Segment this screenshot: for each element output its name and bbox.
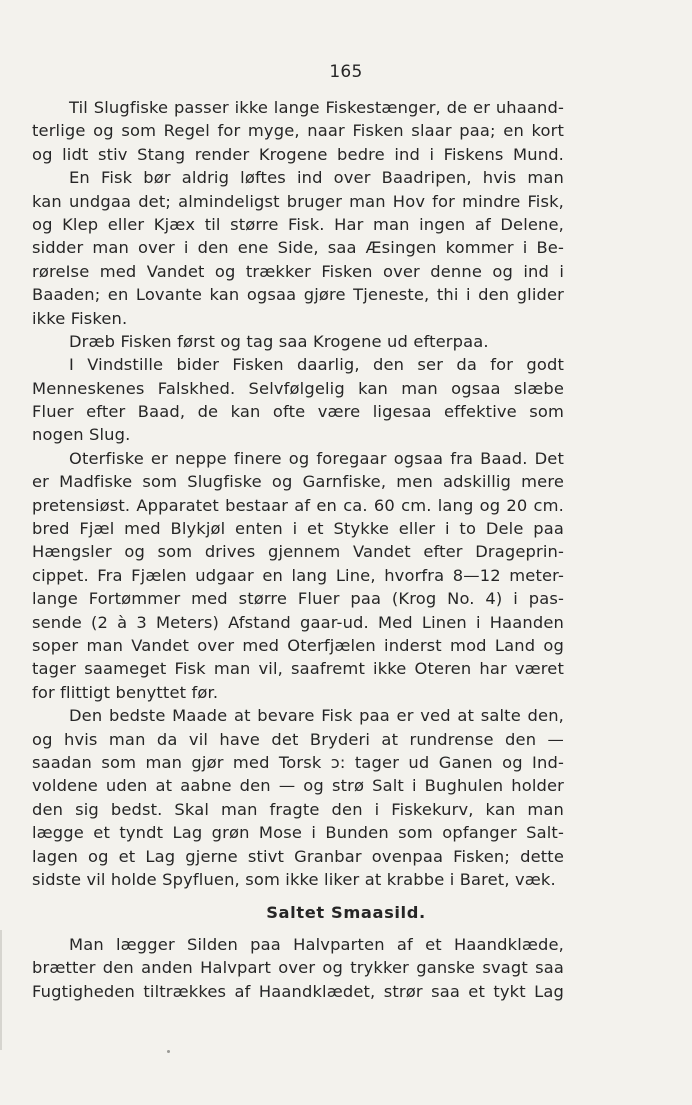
text-line: Dræb Fisken først og tag saa Krogene ud efterpaa. <box>69 331 489 351</box>
text-line: sidste vil holde Spyfluen, som ikke liker at krabbe i Baret, væk. <box>32 869 556 889</box>
text-line: I Vindstille bider Fisken daarlig, den ser da for godt <box>69 355 564 375</box>
text-line: Fugtigheden tiltrækkes af Haandklædet, strør saa et tykt Lag <box>32 981 564 1001</box>
text-line: Hængsler og som drives gjennem Vandet efter Drageprin- <box>32 542 564 562</box>
text-line: er Madfiske som Slugfiske og Garnfiske, men adskillig mere <box>32 472 564 492</box>
text-line: bred Fjæl med Blykjøl enten i et Stykke eller i to Dele paa <box>32 519 564 539</box>
text-line: og lidt stiv Stang render Krogene bedre ind i Fiskens Mund. <box>32 144 564 164</box>
text-line: ikke Fisken. <box>32 308 128 328</box>
paper-speck <box>167 1050 170 1053</box>
text-line: En Fisk bør aldrig løftes ind over Baadripen, hvis man <box>69 168 564 188</box>
text-line: Oterfiske er neppe finere og foregaar ogsaa fra Baad. Det <box>69 448 564 468</box>
text-line: kan undgaa det; almindeligst bruger man Hov for mindre Fisk, <box>32 191 564 211</box>
text-line: Fluer efter Baad, de kan ofte være ligesaa effektive som <box>32 402 564 422</box>
text-line: Man lægger Silden paa Halvparten af et Haandklæde, <box>69 935 564 954</box>
text-line: lægge et tyndt Lag grøn Mose i Bunden som opfanger Salt- <box>32 823 564 843</box>
text-line: brætter den anden Halvpart over og trykker ganske svagt saa <box>32 958 564 978</box>
text-line: røreIse med Vandet og trækker Fisken over denne og ind i <box>32 261 564 281</box>
text-line: og hvis man da vil have det Bryderi at rundrense den — <box>32 729 564 749</box>
text-line: pretensiøst. Apparatet bestaar af en ca. 60 cm. lang og 20 cm. <box>32 495 564 515</box>
text-line: sidder man over i den ene Side, saa Æsingen kommer i Be- <box>32 238 564 258</box>
text-line: voldene uden at aabne den — og strø Salt i Bughulen holder <box>32 776 564 796</box>
text-line: og Klep eller Kjæx til større Fisk. Har man ingen af Delene, <box>32 214 564 234</box>
page-edge-shadow <box>0 930 2 1050</box>
text-line: Den bedste Maade at bevare Fisk paa er ved at salte den, <box>69 706 564 726</box>
text-line: lange Fortømmer med større Fluer paa (Krog No. 4) i pas- <box>32 589 564 609</box>
text-line: Baaden; en Lovante kan ogsaa gjøre Tjeneste, thi i den glider <box>32 285 564 305</box>
text-line: nogen Slug. <box>32 425 131 445</box>
text-line: tager saameget Fisk man vil, saafremt ikke Oteren har været <box>32 659 564 679</box>
text-line: cippet. Fra Fjælen udgaar en lang Line, hvorfra 8—12 meter- <box>32 565 564 585</box>
text-line: lagen og et Lag gjerne stivt Granbar ovenpaa Fisken; dette <box>32 846 564 866</box>
text-line: saadan som man gjør med Torsk ɔ: tager ud Ganen og Ind- <box>32 752 564 772</box>
text-line: den sig bedst. Skal man fragte den i Fiskekurv, kan man <box>32 799 564 819</box>
saltet-smaasild-text-block <box>32 933 564 1003</box>
page-number: 165 <box>329 62 363 82</box>
text-line: soper man Vandet over med Oterfjælen inderst mod Land og <box>32 635 564 655</box>
text-line: sende (2 à 3 Meters) Afstand gaar-ud. Med Linen i Haanden <box>32 612 564 632</box>
text-line: for flittigt benyttet før. <box>32 682 219 702</box>
main-text-block <box>32 96 564 891</box>
text-line: terlige og som Regel for myge, naar Fisken slaar paa; en kort <box>32 121 564 141</box>
section-heading: Saltet Smaasild. <box>266 903 426 922</box>
text-line: Til Slugfiske passer ikke lange Fiskestænger, de er uhaand- <box>69 98 564 117</box>
text-line: Menneskenes Falskhed. Selvfølgelig kan man ogsaa slæbe <box>32 378 564 398</box>
